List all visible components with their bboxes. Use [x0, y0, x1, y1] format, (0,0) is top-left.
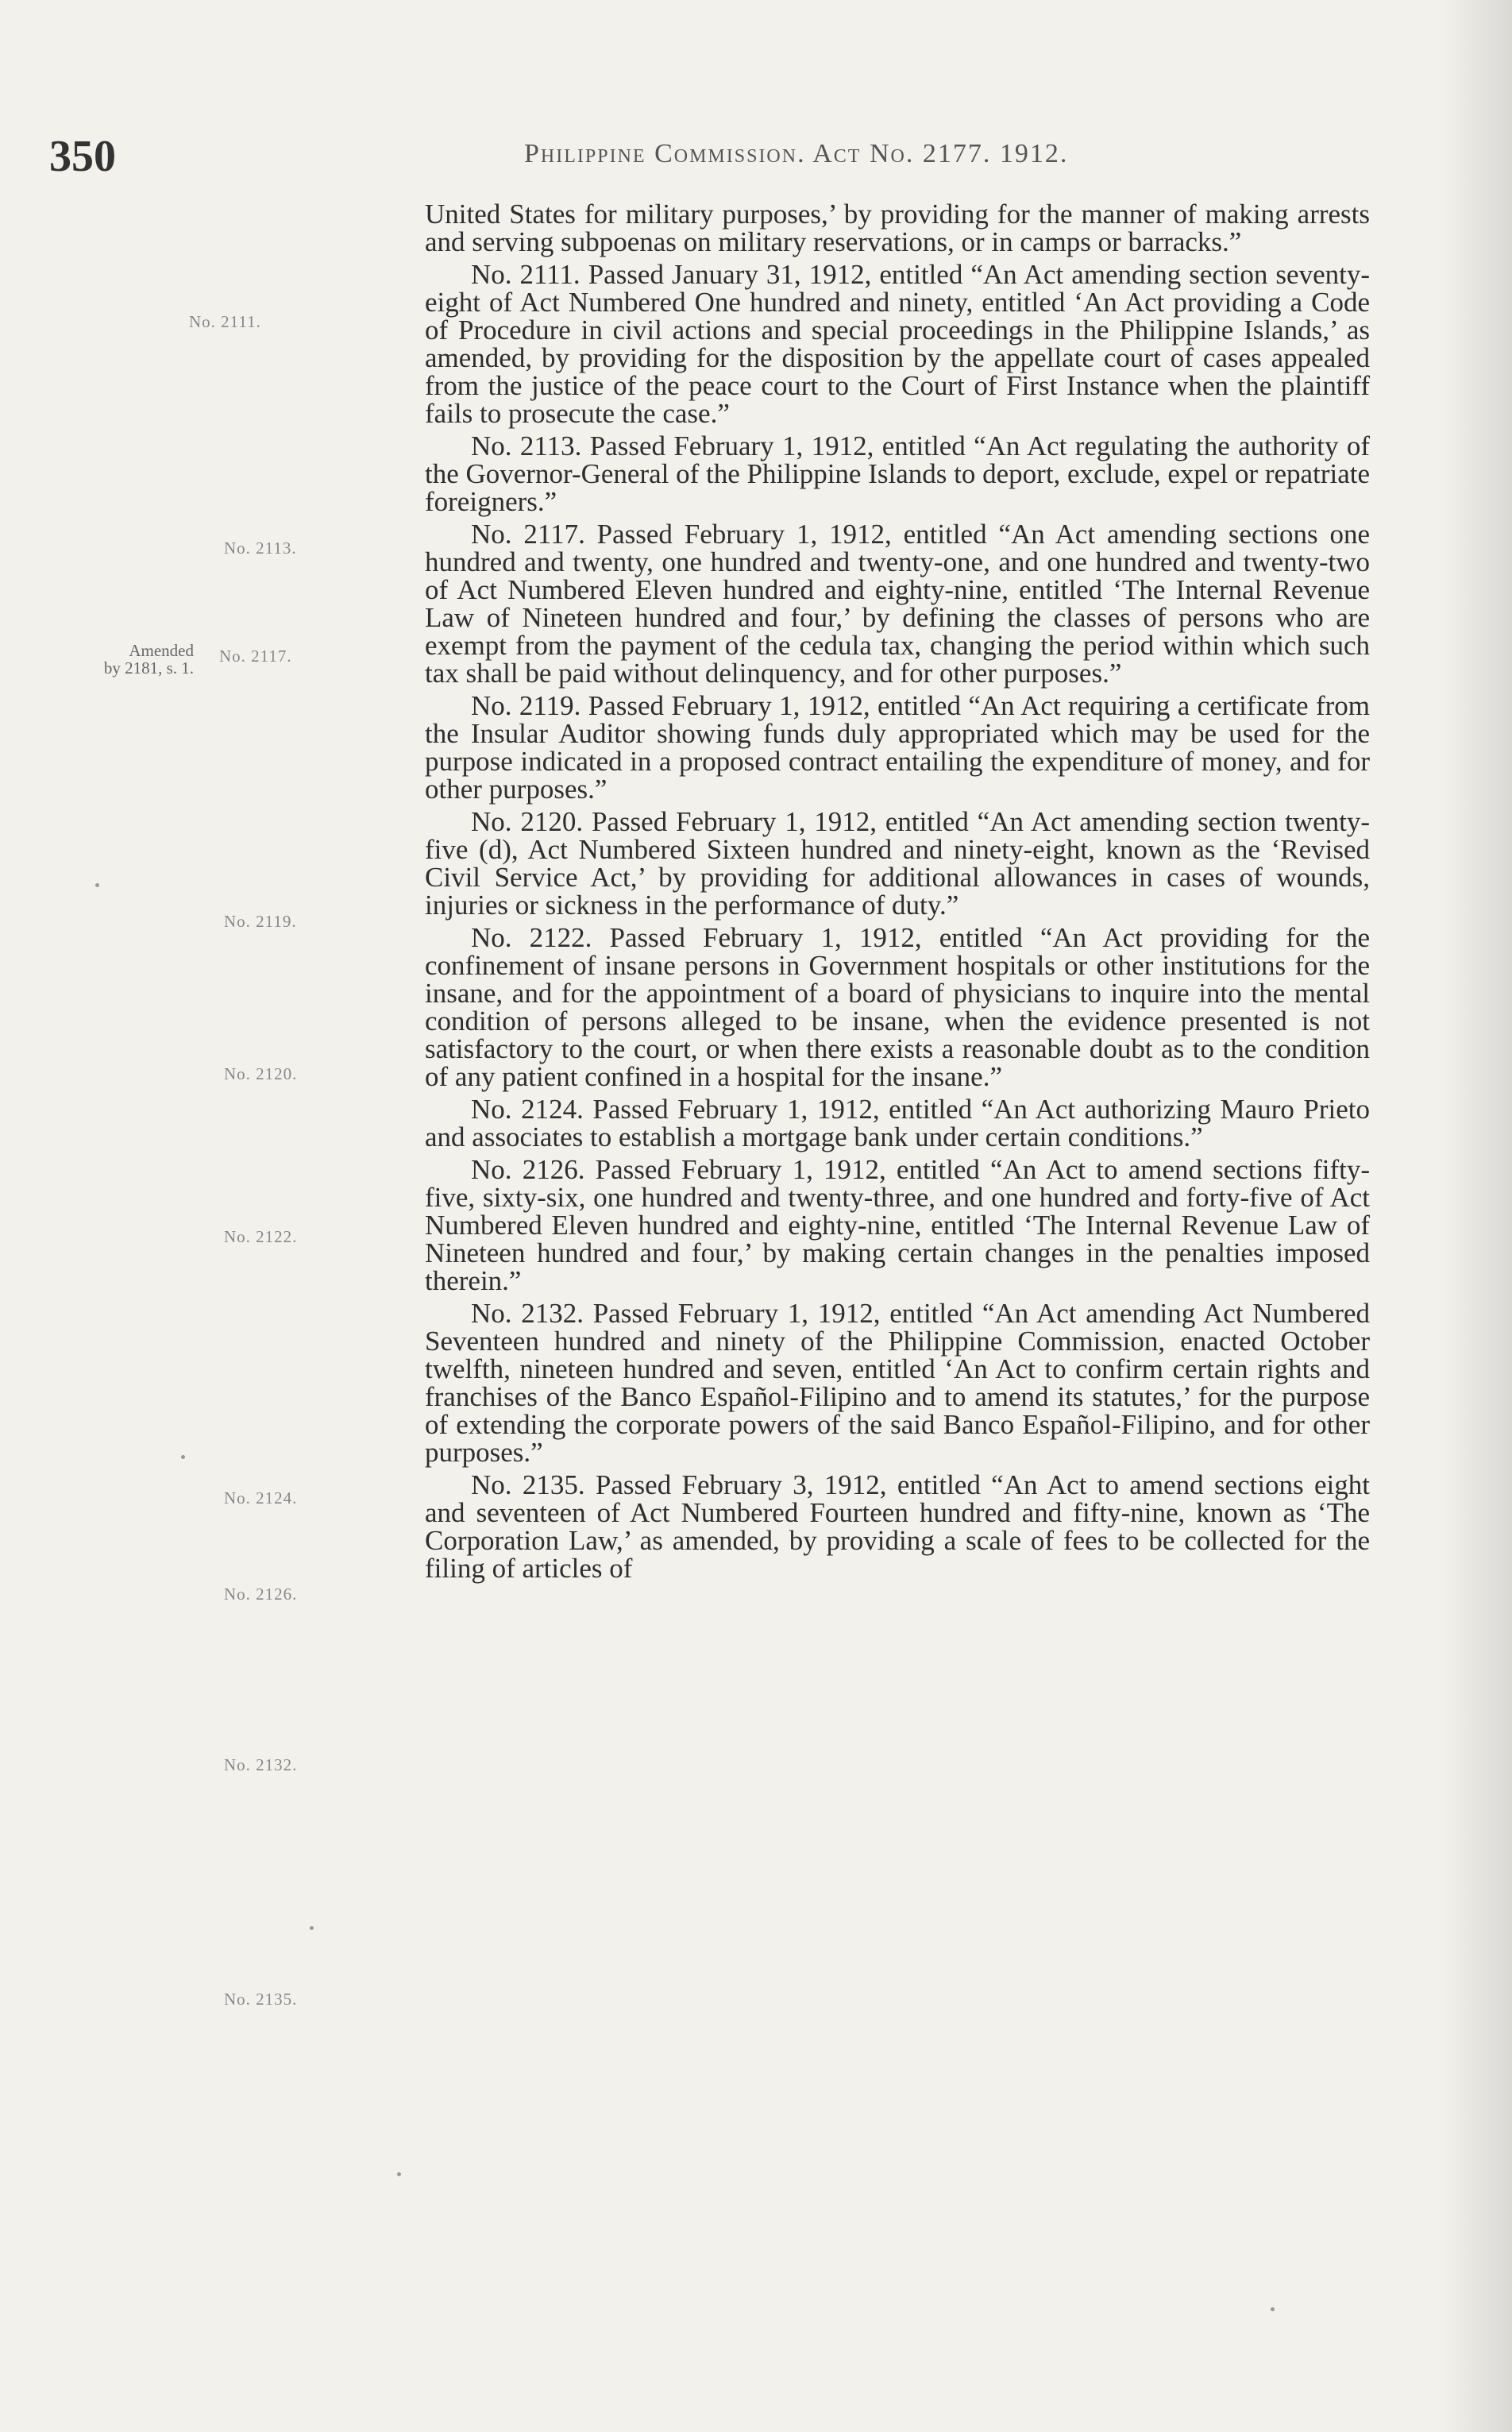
entry-2122: No. 2122. Passed February 1, 1912, entitled “An Act providing for the confinement of insane persons in Government hospitals or other institutions for the insane, and for the appointment of a board of physicians to inquire into the mental condition of persons alleged to be insane, when the evidence presented is not satisfactory to the court, or when there exists a reasonable doubt as to the condition of any patient confined in a hospital for the insane.” — [425, 922, 1370, 1092]
entry-2126: No. 2126. Passed February 1, 1912, entitled “An Act to amend sections fifty-five, sixty-six, one hundred and twenty-three, and one hundred and forty-five of Act Numbered Eleven hundred and eighty-nine, entitled ‘The Internal Revenue Law of Nineteen hundred and four,’ by making certain changes in the penalties imposed therein.” — [425, 1154, 1370, 1296]
body-text — [425, 200, 1370, 1587]
margin-note-2111: No. 2111. — [189, 312, 261, 331]
entry-2135: No. 2135. Passed February 3, 1912, entitled “An Act to amend sections eight and seventeen of Act Numbered Fourteen hundred and fifty-nine, known as ‘The Corporation Law,’ as amended, by providing a scale of fees to be collected for the filing of articles of — [425, 1469, 1370, 1584]
page-number: 350 — [49, 132, 116, 181]
scan-speck — [95, 883, 99, 887]
entry-2111: No. 2111. Passed January 31, 1912, entitled “An Act amending section seventy-eight of Act Numbered One hundred and ninety, entitled ‘An Act providing a Code of Procedure in civil actions and special proceedings in the Philippine Islands,’ as amended, by providing for the disposition by the appellate court of cases appealed from the justice of the peace court to the Court of First Instance when the plaintiff fails to prosecute the case.” — [425, 259, 1370, 429]
entry-2120: No. 2120. Passed February 1, 1912, entitled “An Act amending section twenty-five (d), Act Numbered Sixteen hundred and ninety-eight, known as the ‘Revised Civil Service Act,’ by providing for additional allowances in cases of wounds, injuries or sickness in the performance of duty.” — [425, 806, 1370, 921]
scan-speck — [397, 2172, 401, 2176]
margin-amended-line-1: Amended — [129, 641, 194, 660]
margin-note-2122: No. 2122. — [224, 1227, 298, 1246]
scan-speck — [310, 1926, 314, 1930]
margin-note-2124: No. 2124. — [224, 1488, 298, 1507]
scan-speck — [181, 1455, 185, 1459]
margin-note-2117: No. 2117. — [219, 647, 292, 666]
margin-note-2119: No. 2119. — [224, 912, 297, 931]
margin-note-2132: No. 2132. — [224, 1755, 298, 1774]
margin-amended-note — [51, 642, 194, 677]
margin-note-2120: No. 2120. — [224, 1064, 298, 1083]
entry-2113: No. 2113. Passed February 1, 1912, entitled “An Act regulating the authority of the Governor-General of the Philippine Islands to deport, exclude, expel or repatriate foreigners.” — [425, 430, 1370, 517]
margin-note-2135: No. 2135. — [224, 1990, 298, 2009]
entry-2132: No. 2132. Passed February 1, 1912, entitled “An Act amending Act Numbered Seventeen hundred and ninety of the Philippine Commission, enacted October twelfth, nineteen hundred and seven, entitled ‘An Act to confirm certain rights and franchises of the Banco Español-Filipino and to amend its statutes,’ for the purpose of extending the corporate powers of the said Banco Español-Filipino, and for other purposes.” — [425, 1298, 1370, 1468]
intro-paragraph: United States for military purposes,’ by providing for the manner of making arrests and serving subpoenas on military reservations, or in camps or barracks.” — [425, 199, 1370, 257]
margin-amended-line-2: by 2181, s. 1. — [103, 658, 194, 677]
margin-note-2113: No. 2113. — [224, 539, 297, 558]
entry-2119: No. 2119. Passed February 1, 1912, entitled “An Act requiring a certificate from the Insular Auditor showing funds duly appropriated which may be used for the purpose indicated in a proposed contract entailing the expenditure of money, and for other purposes.” — [425, 690, 1370, 805]
page-edge-shadow — [1441, 0, 1512, 2432]
running-head: Philippine Commission. Act No. 2177. 1912. — [524, 139, 1069, 168]
margin-note-2126: No. 2126. — [224, 1585, 298, 1604]
entry-2124: No. 2124. Passed February 1, 1912, entitled “An Act authorizing Mauro Prieto and associates to establish a mortgage bank under certain conditions.” — [425, 1094, 1370, 1152]
scan-speck — [1271, 2307, 1275, 2311]
entry-2117: No. 2117. Passed February 1, 1912, entitled “An Act amending sections one hundred and twenty, one hundred and twenty-one, and one hundred and twenty-two of Act Numbered Eleven hundred and eighty-nine, entitled ‘The Internal Revenue Law of Nineteen hundred and four,’ by defining the classes of persons who are exempt from the payment of the cedula tax, changing the period within which such tax shall be paid without delinquency, and for other purposes.” — [425, 519, 1370, 689]
